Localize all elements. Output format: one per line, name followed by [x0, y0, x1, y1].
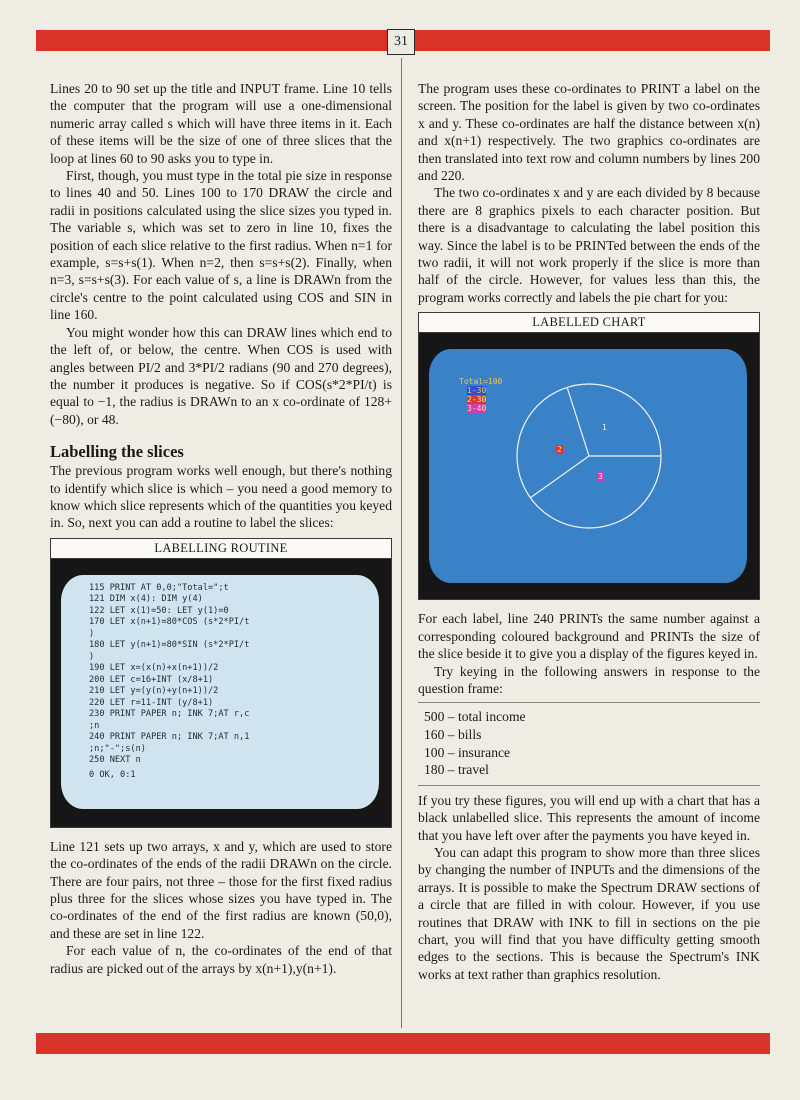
- pie-chart: [429, 349, 747, 583]
- labelled-chart-title: LABELLED CHART: [419, 313, 759, 333]
- right-paragraph-2: The two co-ordinates x and y are each divided by 8 because there are 8 graphics pixels to each character position. But there is a disadvantage to calculating the label position this way. Since the label is to be PRINTed between the ends of the two radii, it will not work properly if the slice is more than half of the circle. However, for values less than this, the program works correctly and labels the pie chart for you:: [418, 185, 760, 305]
- slice-label-2: 2: [557, 445, 562, 455]
- column-divider: [401, 58, 402, 1028]
- left-column: [50, 80, 392, 977]
- left-paragraph-3: You might wonder how this can DRAW lines which end to the left of, or below, the centre. When COS is used with angles between PI/2 and 3*PI/2 radians (90 and 270 degrees), the number it produces is negative. So if COS(s*2*PI/t) is equal to −1, the radius is DRAWn to an x co-ordinate of 128+(−80), or 48.: [50, 324, 392, 427]
- radius-2: [567, 387, 589, 456]
- legend-item-2: 2-30: [467, 395, 487, 405]
- page-number: 31: [387, 29, 415, 55]
- answer-item: 160 – bills: [424, 726, 482, 742]
- labelling-routine-title: LABELLING ROUTINE: [51, 539, 391, 559]
- left-paragraph-2: First, though, you must type in the total pie size in response to lines 40 and 50. Lines 100 to 170 DRAW the circle and radii in positions calculated using the slice sizes you typed in. The variable s, which was set to zero in line 10, fixes the position of each slice relative to the first radius. When n=1 for example, s=s+s(1). When n=2, then s=s+s(2). Finally, when n=3, s=s+s(3). For each value of s, a line is DRAWn from the circle's centre to the point calculated using COS and SIN in line 160.: [50, 168, 392, 323]
- left-paragraph-5: Line 121 sets up two arrays, x and y, which are used to store the co-ordinates of the ends of the radii DRAWn on the circle. There are four pairs, not three – those for the first fixed radius plus three for the slices whose sizes you have typed in. The co-ordinates of the end of the first radius are known (50,0), and these are set in line 122.: [50, 838, 392, 941]
- answer-item: 100 – insurance: [424, 744, 511, 760]
- right-column: [418, 80, 760, 983]
- chart-screen: [429, 349, 747, 583]
- answer-item: 180 – travel: [424, 762, 489, 778]
- legend-item-3: 3-40: [467, 404, 487, 414]
- slice-label-3: 3: [598, 472, 603, 482]
- total-readout: Total=100: [459, 377, 503, 387]
- right-paragraph-1: The program uses these co-ordinates to PRINT a label on the screen. The position for the label is given by two co-ordinates x and y. These co-ordinates are half the distance between x(n) and x(n+1) respectively. The two graphics co-ordinates are then translated into text row and column numbers by lines 200 and 220.: [418, 81, 760, 184]
- listing-screen: [61, 575, 379, 809]
- left-paragraph-4: The previous program works well enough, but there's nothing to identify which slice is which – you need a good memory to know which slice represents which of the quantities you keyed in. So, next you can add a routine to label the slices:: [50, 463, 392, 531]
- labelled-chart-panel: [418, 312, 760, 600]
- slice-label-1: 1: [602, 423, 607, 433]
- left-paragraph-1: Lines 20 to 90 set up the title and INPUT frame. Line 10 tells the computer that the program will use a one-dimensional numeric array called s which will have three items in it. Each of these items will be the size of one of three slices that the loop at lines 60 to 90 asks you to type in.: [50, 81, 392, 166]
- right-paragraph-3: For each label, line 240 PRINTs the same number against a corresponding coloured background and PRINTs the size of the slice beside it to give you a display of the figures keyed in.: [418, 611, 760, 662]
- legend-item-1: 1-30: [467, 386, 487, 396]
- right-paragraph-4: Try keying in the following answers in response to the question frame:: [418, 663, 760, 696]
- answer-item: 500 – total income: [424, 709, 526, 725]
- chart-tv-frame: [419, 333, 759, 599]
- right-paragraph-6: You can adapt this program to show more than three slices by changing the number of INPUTs and the dimensions of the arrays. It is possible to make the Spectrum DRAW sections of a circle that are filled in with colour. However, if you use routines that DRAW with INK to fill in sections on the pie chart, you will find that you have difficulty getting smooth edges to the sections. This is because the Spectrum's INK works at text rather than graphics resolution.: [418, 844, 760, 982]
- answers-list: [418, 702, 760, 785]
- labelling-routine-panel: [50, 538, 392, 828]
- radius-3: [530, 456, 589, 498]
- ok-report-line: 0 OK, 0:1: [89, 770, 136, 781]
- bottom-red-band: [36, 1033, 770, 1054]
- program-listing: 115 PRINT AT 0,0;"Total=";t 121 DIM x(4): DIM y(4) 122 LET x(1)=50: LET y(1)=0 170 LET x(n+1)=80*COS (s*2*PI/t ) 180 LET y(n+1)=80*SIN (s*2*PI/t ) 190 LET x=(x(n)+x(n+1))/2 200 LET c=16+INT (x/8+1) 210 LET y=(y(n)+y(n+1))/2 220 LET r=11-INT (y/8+1) 230 PRINT PAPER n; INK 7;AT r,c ;n 240 PRINT PAPER n; INK 7;AT n,1 ;n;"-";s(n) 250 NEXT n: [89, 582, 250, 766]
- listing-tv-frame: [51, 559, 391, 827]
- right-paragraph-5: If you try these figures, you will end up with a chart that has a black unlabelled slice. This represents the amount of income that you have left over after the payments you have keyed in.: [418, 792, 760, 843]
- left-paragraph-6: For each value of n, the co-ordinates of the end of that radius are picked out of the arrays by x(n+1),y(n+1).: [50, 943, 392, 976]
- section-heading: Labelling the slices: [50, 442, 184, 462]
